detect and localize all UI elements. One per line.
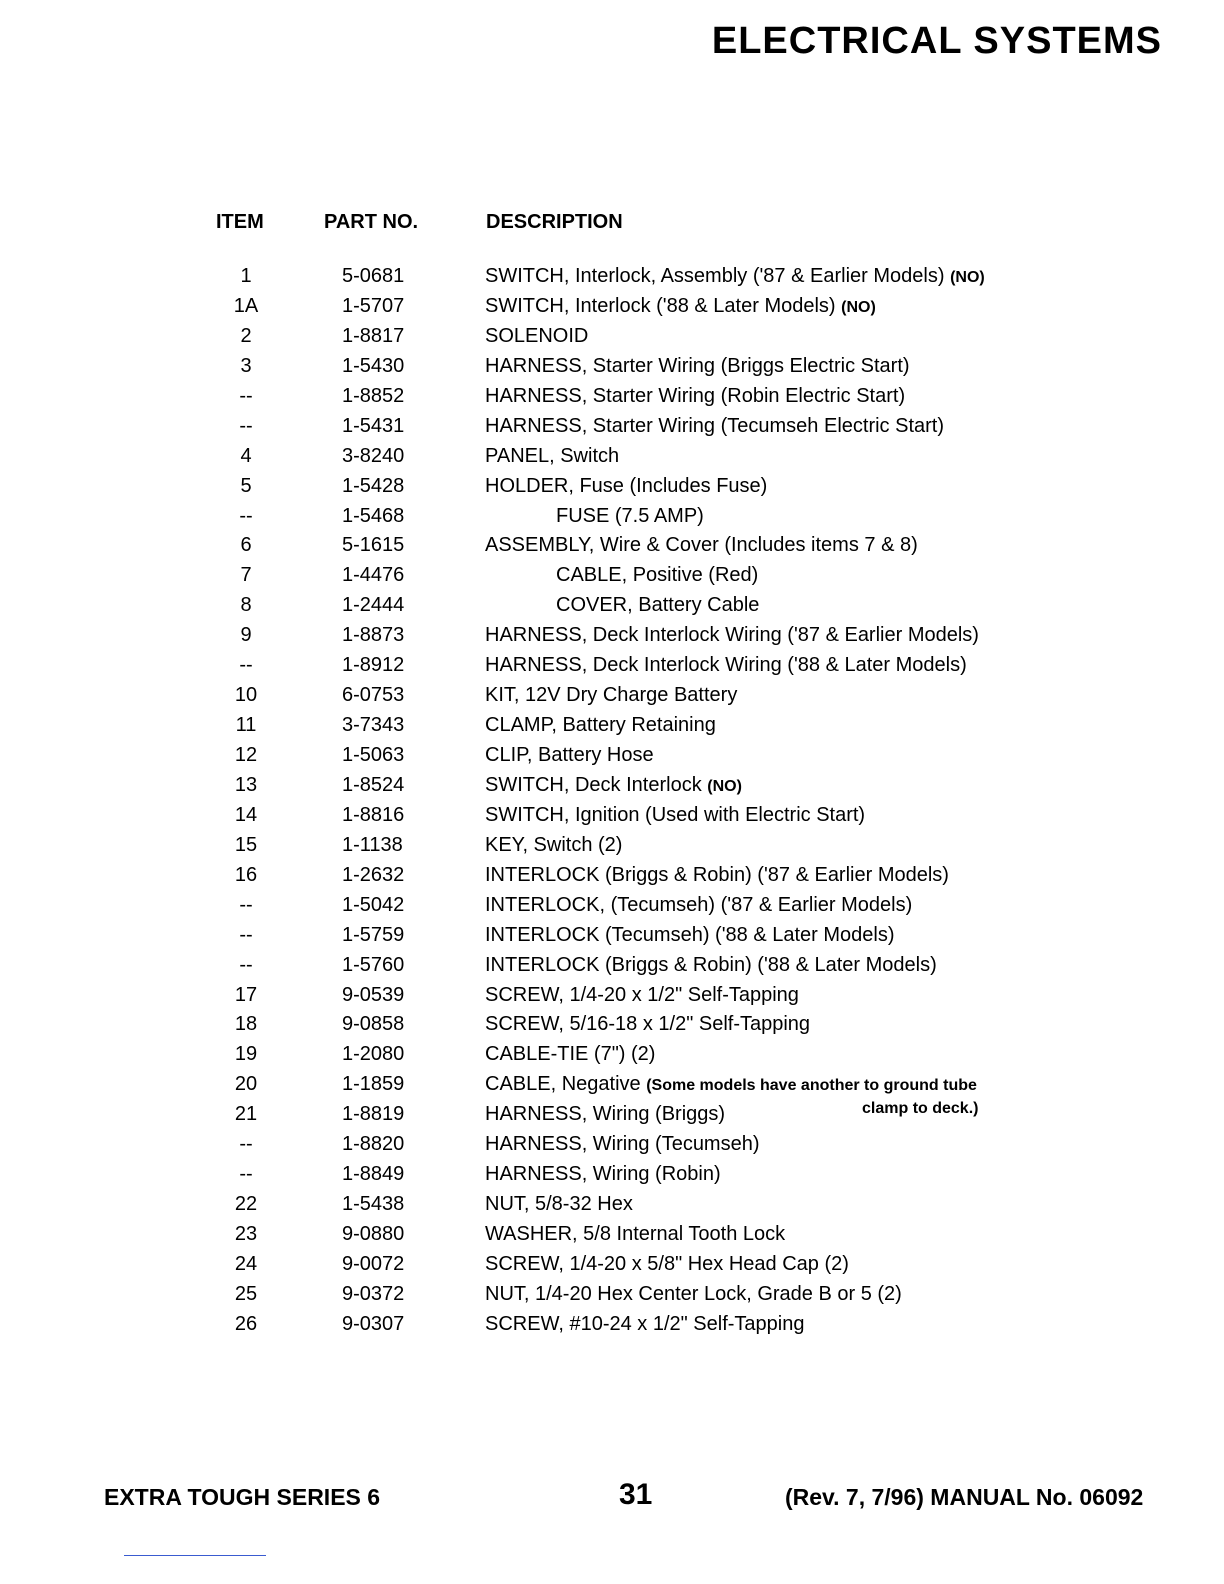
description-text: INTERLOCK (Briggs & Robin) ('87 & Earlier Models) xyxy=(485,863,949,886)
part-number: 9-0372 xyxy=(342,1282,405,1305)
footer-rule xyxy=(124,1555,266,1556)
part-number: 1-2080 xyxy=(342,1043,405,1066)
item-number: 15 xyxy=(234,833,258,856)
part-number: 1-5430 xyxy=(342,354,405,377)
item-number: 26 xyxy=(234,1312,258,1335)
description-text: SOLENOID xyxy=(485,324,589,347)
part-number: 1-8524 xyxy=(342,773,405,796)
item-number: 25 xyxy=(234,1282,258,1305)
table-row xyxy=(0,681,1224,711)
item-number: 8 xyxy=(240,594,252,617)
part-description xyxy=(485,891,912,921)
item-number: -- xyxy=(239,893,253,916)
part-number: 1-5438 xyxy=(342,1193,405,1216)
part-number: 1-5759 xyxy=(342,923,405,946)
table-row xyxy=(0,1280,1224,1310)
part-description xyxy=(485,711,716,741)
table-row xyxy=(0,1250,1224,1280)
part-number: 1-1138 xyxy=(342,833,403,856)
part-number: 1-8816 xyxy=(342,803,405,826)
description-text: SWITCH, Deck Interlock xyxy=(485,773,702,796)
table-row xyxy=(0,1190,1224,1220)
column-header-item: ITEM xyxy=(216,211,264,233)
description-text: HARNESS, Wiring (Robin) xyxy=(485,1163,721,1186)
table-row xyxy=(0,352,1224,382)
table-row xyxy=(0,262,1224,292)
table-row xyxy=(0,921,1224,951)
page-title: ELECTRICAL SYSTEMS xyxy=(711,20,1162,62)
table-row xyxy=(0,1070,1224,1100)
table-row xyxy=(0,502,1224,532)
table-row xyxy=(0,741,1224,771)
part-description xyxy=(556,561,758,591)
part-number: 1-8819 xyxy=(342,1103,405,1126)
table-row xyxy=(0,561,1224,591)
table-row xyxy=(0,1100,1224,1130)
part-number: 3-8240 xyxy=(342,444,405,467)
part-number: 6-0753 xyxy=(342,684,405,707)
part-number: 1-4476 xyxy=(342,564,405,587)
part-description xyxy=(556,591,759,621)
description-text: SWITCH, Interlock ('88 & Later Models) xyxy=(485,294,836,317)
parts-list xyxy=(0,262,1224,1340)
item-number: 11 xyxy=(235,714,257,737)
part-description xyxy=(485,382,905,412)
part-number: 1-5063 xyxy=(342,744,405,766)
description-text: HARNESS, Deck Interlock Wiring ('87 & Earlier Models) xyxy=(485,624,979,647)
item-number: -- xyxy=(239,654,253,677)
table-row xyxy=(0,1310,1224,1340)
item-number: 7 xyxy=(240,564,252,587)
item-number: 4 xyxy=(240,444,252,467)
part-description xyxy=(485,1100,725,1130)
table-row xyxy=(0,621,1224,651)
part-number: 1-1859 xyxy=(342,1073,405,1096)
part-description xyxy=(485,951,937,981)
part-number: 1-8912 xyxy=(342,654,405,677)
item-number: 23 xyxy=(234,1223,258,1245)
part-description xyxy=(485,681,737,711)
table-row xyxy=(0,801,1224,831)
item-number: -- xyxy=(239,1163,253,1186)
part-number: 1-8852 xyxy=(342,384,405,407)
part-number: 1-5760 xyxy=(342,953,405,976)
part-description xyxy=(556,502,704,532)
description-text: WASHER, 5/8 Internal Tooth Lock xyxy=(485,1223,786,1245)
table-row xyxy=(0,1040,1224,1070)
table-row xyxy=(0,981,1224,1011)
part-number: 1-8873 xyxy=(342,624,405,647)
table-row xyxy=(0,382,1224,412)
description-text: NUT, 1/4-20 Hex Center Lock, Grade B or 5 (2) xyxy=(485,1282,902,1305)
part-description xyxy=(485,831,622,861)
column-header-description: DESCRIPTION xyxy=(486,211,623,233)
part-description xyxy=(485,921,895,951)
part-number: 9-0072 xyxy=(342,1252,405,1275)
item-number: 3 xyxy=(240,354,252,377)
footer-page-number: 31 xyxy=(619,1478,653,1511)
item-number: 13 xyxy=(234,773,258,796)
part-number: 9-0858 xyxy=(342,1013,405,1036)
part-description xyxy=(485,651,967,681)
part-number: 1-5468 xyxy=(342,504,405,527)
table-row xyxy=(0,1160,1224,1190)
description-text: HARNESS, Wiring (Tecumseh) xyxy=(485,1133,760,1156)
description-text: HARNESS, Starter Wiring (Robin Electric Start) xyxy=(485,384,906,407)
table-row xyxy=(0,1220,1224,1250)
part-number: 1-5707 xyxy=(342,294,405,317)
part-description xyxy=(485,741,654,771)
description-note: (NO) xyxy=(950,269,985,286)
description-text: HARNESS, Starter Wiring (Tecumseh Electric Start) xyxy=(485,414,944,437)
part-description xyxy=(485,861,949,891)
table-row xyxy=(0,1130,1224,1160)
item-number: 20 xyxy=(234,1073,258,1096)
description-note: (NO) xyxy=(841,298,876,316)
description-text: CABLE, Positive (Red) xyxy=(556,564,759,587)
item-number: 6 xyxy=(240,534,252,557)
part-description xyxy=(485,1010,810,1040)
part-number: 9-0307 xyxy=(342,1312,405,1335)
description-text: KEY, Switch (2) xyxy=(485,833,623,856)
item-number: 5 xyxy=(240,474,252,497)
item-number: -- xyxy=(239,384,253,407)
description-text: SWITCH, Interlock, Assembly ('87 & Earlier Models) xyxy=(485,265,945,287)
item-number: 22 xyxy=(234,1193,258,1216)
description-text: SCREW, 1/4-20 x 1/2" Self-Tapping xyxy=(485,983,799,1006)
part-description xyxy=(485,1130,760,1160)
part-description xyxy=(485,1040,655,1070)
item-number: 17 xyxy=(234,983,258,1006)
part-number: 1-2632 xyxy=(342,863,405,886)
part-description xyxy=(485,442,619,472)
table-row xyxy=(0,891,1224,921)
description-text: SCREW, 1/4-20 x 5/8" Hex Head Cap (2) xyxy=(485,1252,849,1275)
part-description xyxy=(485,1250,849,1280)
table-row xyxy=(0,951,1224,981)
column-header-part-no: PART NO. xyxy=(324,211,419,233)
part-description xyxy=(485,412,944,442)
description-text: KIT, 12V Dry Charge Battery xyxy=(485,684,738,707)
part-description xyxy=(485,801,865,831)
item-number: 16 xyxy=(234,863,258,886)
item-number: -- xyxy=(239,1133,253,1156)
item-number: 2 xyxy=(240,324,252,347)
part-number: 1-8820 xyxy=(342,1133,405,1156)
part-description xyxy=(485,322,588,352)
part-description xyxy=(485,262,985,293)
table-row xyxy=(0,861,1224,891)
description-text: HOLDER, Fuse (Includes Fuse) xyxy=(485,474,768,497)
table-row xyxy=(0,322,1224,352)
part-number: 1-5431 xyxy=(342,414,405,437)
part-description xyxy=(485,1070,977,1101)
table-row xyxy=(0,711,1224,741)
description-text: PANEL, Switch xyxy=(485,444,620,467)
description-text: INTERLOCK, (Tecumseh) ('87 & Earlier Models) xyxy=(485,893,913,916)
item-number: 19 xyxy=(234,1043,258,1066)
part-description xyxy=(485,981,799,1011)
part-description xyxy=(485,472,767,502)
item-number: 18 xyxy=(234,1013,258,1036)
item-number: 10 xyxy=(234,684,258,707)
description-text: HARNESS, Starter Wiring (Briggs Electric Start) xyxy=(485,354,910,377)
description-text: CLIP, Battery Hose xyxy=(485,744,654,766)
part-description xyxy=(485,531,918,561)
part-description xyxy=(485,1280,902,1310)
part-number: 1-2444 xyxy=(342,594,405,617)
description-text: SWITCH, Ignition (Used with Electric Start) xyxy=(485,803,866,826)
item-number: -- xyxy=(239,414,253,437)
negative-cable-note-continuation: clamp to deck.) xyxy=(862,1100,979,1117)
part-number: 9-0880 xyxy=(342,1223,405,1245)
item-number: -- xyxy=(239,923,253,946)
table-row xyxy=(0,651,1224,681)
description-text: COVER, Battery Cable xyxy=(556,594,760,617)
item-number: 1 xyxy=(240,265,252,287)
description-text: INTERLOCK (Briggs & Robin) ('88 & Later Models) xyxy=(485,953,937,976)
description-text: SCREW, #10-24 x 1/2" Self-Tapping xyxy=(485,1312,805,1335)
part-number: 1-8849 xyxy=(342,1163,405,1186)
part-description xyxy=(485,1160,721,1190)
description-text: HARNESS, Wiring (Briggs) xyxy=(485,1103,726,1126)
part-number: 3-7343 xyxy=(342,714,405,737)
description-note: (Some models have another to ground tube xyxy=(646,1077,977,1095)
description-note: (NO) xyxy=(707,777,742,795)
table-row xyxy=(0,442,1224,472)
description-text: INTERLOCK (Tecumseh) ('88 & Later Models) xyxy=(485,923,895,946)
part-description xyxy=(485,621,979,651)
description-text: CLAMP, Battery Retaining xyxy=(485,714,716,737)
part-number: 5-0681 xyxy=(342,265,405,287)
description-text: FUSE (7.5 AMP) xyxy=(556,504,704,527)
description-text: ASSEMBLY, Wire & Cover (Includes items 7 & 8) xyxy=(485,534,918,557)
item-number: -- xyxy=(239,953,253,976)
item-number: -- xyxy=(239,504,253,527)
part-description xyxy=(485,352,910,382)
item-number: 9 xyxy=(240,624,252,647)
table-row xyxy=(0,531,1224,561)
table-row xyxy=(0,1010,1224,1040)
table-row xyxy=(0,412,1224,442)
description-text: HARNESS, Deck Interlock Wiring ('88 & Later Models) xyxy=(485,654,967,677)
part-number: 1-5428 xyxy=(342,474,405,497)
part-description xyxy=(485,771,742,802)
table-row xyxy=(0,591,1224,621)
part-description xyxy=(485,292,876,323)
description-text: CABLE-TIE (7") (2) xyxy=(485,1043,656,1066)
item-number: 14 xyxy=(234,803,258,826)
description-text: NUT, 5/8-32 Hex xyxy=(485,1193,633,1216)
table-row xyxy=(0,831,1224,861)
item-number: 12 xyxy=(234,744,258,766)
table-row xyxy=(0,771,1224,801)
part-description xyxy=(485,1190,633,1220)
part-number: 5-1615 xyxy=(342,534,405,557)
item-number: 24 xyxy=(234,1252,258,1275)
part-description xyxy=(485,1310,804,1340)
part-number: 1-8817 xyxy=(342,324,405,347)
description-text: CABLE, Negative xyxy=(485,1073,641,1096)
item-number: 1A xyxy=(233,294,259,317)
table-row xyxy=(0,472,1224,502)
description-text: SCREW, 5/16-18 x 1/2" Self-Tapping xyxy=(485,1013,811,1036)
item-number: 21 xyxy=(234,1103,258,1126)
part-number: 1-5042 xyxy=(342,893,405,916)
part-number: 9-0539 xyxy=(342,983,405,1006)
footer-series-name: EXTRA TOUGH SERIES 6 xyxy=(104,1484,381,1510)
part-description xyxy=(485,1220,785,1250)
table-row xyxy=(0,292,1224,322)
footer-manual-revision: (Rev. 7, 7/96) MANUAL No. 06092 xyxy=(785,1484,1144,1510)
